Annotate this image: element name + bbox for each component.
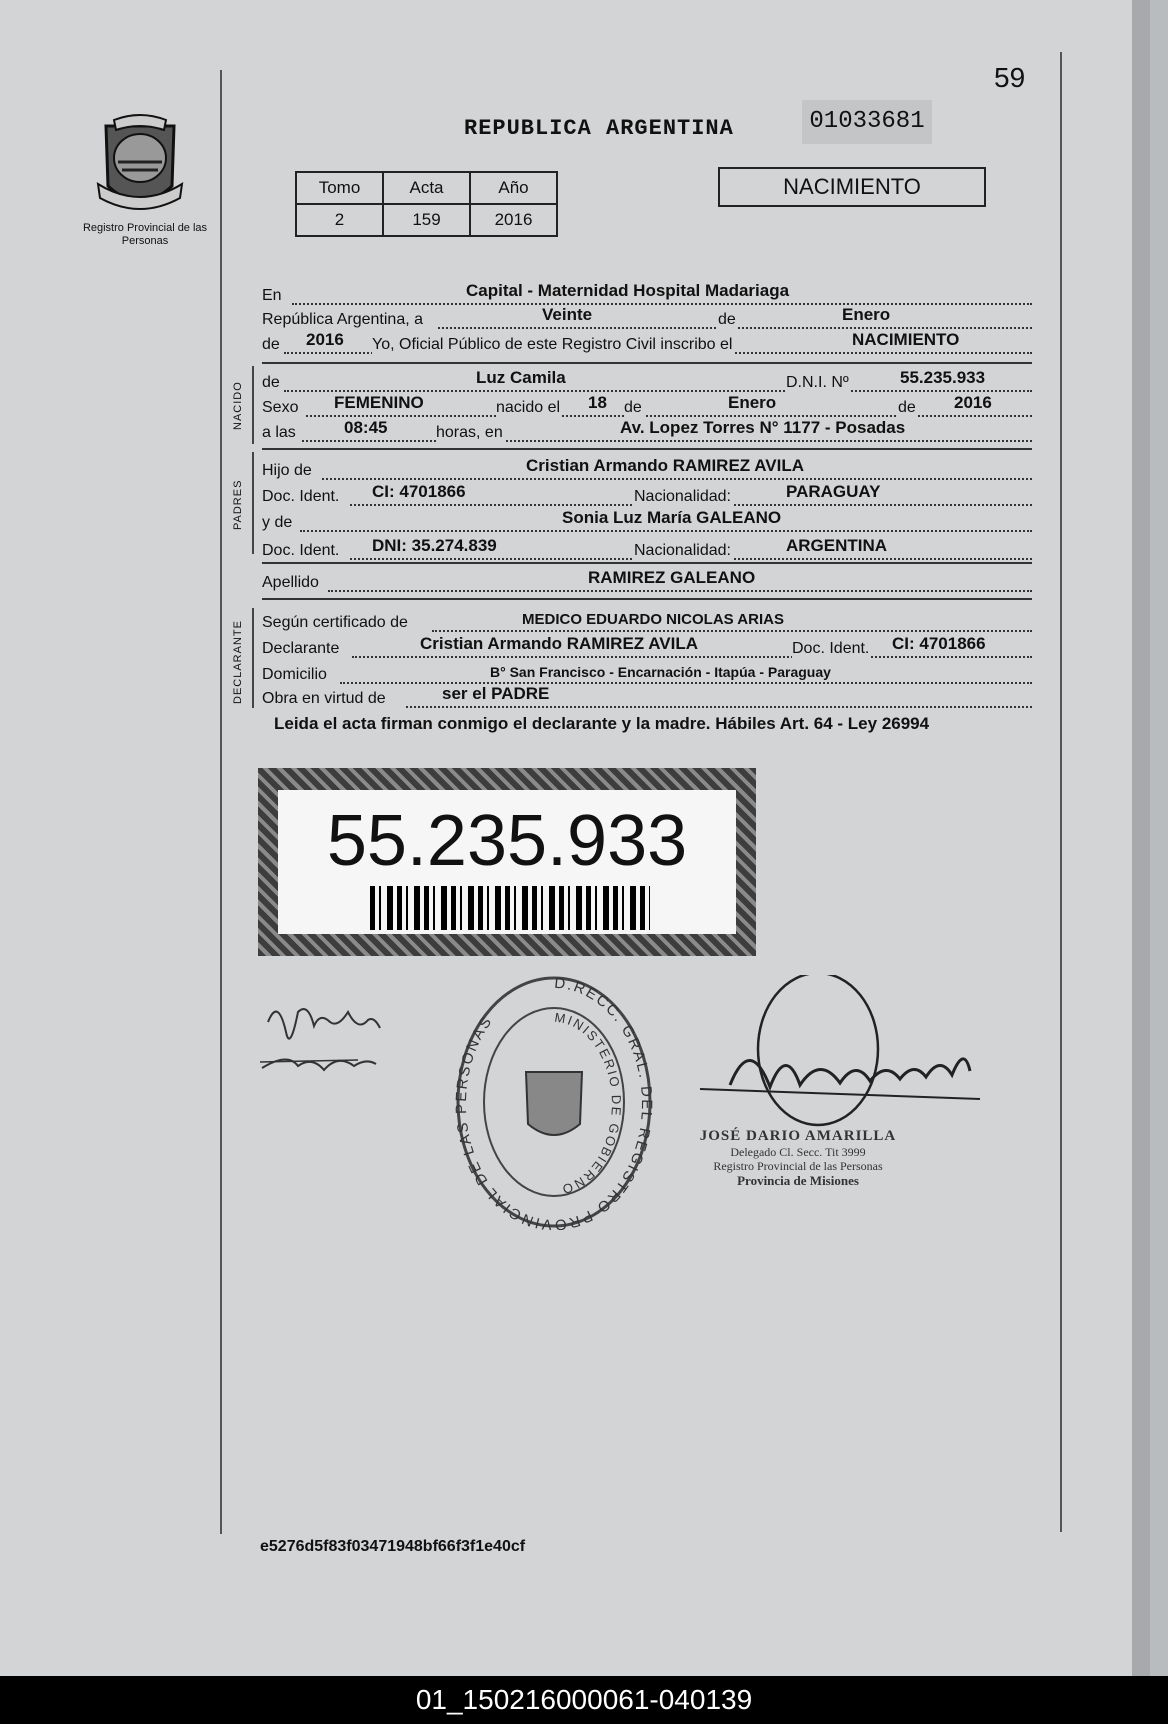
acta-header-cell: Acta — [383, 172, 470, 204]
hijo-label: Hijo de — [262, 462, 312, 479]
apellido-row — [262, 570, 1032, 592]
domicilio-label: Domicilio — [262, 666, 327, 683]
official-name: JOSÉ DARIO AMARILLA — [699, 1128, 897, 1144]
doc-label: Doc. Ident. — [262, 542, 340, 559]
sexo-label: Sexo — [262, 399, 299, 416]
nacido-section-label: NACIDO — [232, 381, 244, 430]
father-name: Cristian Armando RAMIREZ AVILA — [526, 456, 804, 475]
cert-value: MEDICO EDUARDO NICOLAS ARIAS — [522, 611, 784, 628]
stamp-inner-text: MINISTERIO DE GOBIERNO — [553, 1009, 625, 1198]
acta-header-cell: Tomo — [296, 172, 383, 204]
domicilio-value: B° San Francisco - Encarnación - Itapúa - Paraguay — [490, 664, 831, 680]
province-seal-logo — [92, 112, 188, 216]
day-value: Veinte — [542, 305, 593, 324]
padres-row-father — [262, 458, 1032, 480]
mother-name: Sonia Luz María GALEANO — [562, 508, 782, 527]
place-value: Capital - Maternidad Hospital Madariaga — [466, 281, 790, 300]
child-name: Luz Camila — [476, 368, 566, 387]
official-registry: Registro Provincial de las Personas — [713, 1159, 883, 1173]
acta-table — [295, 171, 558, 237]
apellido-value: RAMIREZ GALEANO — [588, 568, 756, 587]
barcode-card — [278, 790, 736, 934]
intro-row-place — [262, 283, 1032, 305]
left-margin-line — [220, 70, 222, 1534]
a-las-label: a las — [262, 424, 296, 441]
father-nationality: PARAGUAY — [786, 482, 881, 501]
document-hash: e5276d5f83f03471948bf66f3f1e40cf — [260, 1538, 526, 1555]
birth-year: 2016 — [954, 393, 992, 412]
declarante-value: Cristian Armando RAMIREZ AVILA — [420, 634, 698, 653]
section-divider — [262, 562, 1032, 564]
declarante-section-label: DECLARANTE — [232, 620, 244, 704]
page-number: 59 — [994, 62, 1026, 93]
obra-value: ser el PADRE — [442, 684, 550, 703]
serial-number: 01033681 — [802, 100, 932, 144]
official-signature-block — [678, 1128, 918, 1189]
official-province: Provincia de Misiones — [737, 1173, 859, 1188]
apellido-label: Apellido — [262, 574, 319, 591]
padres-row-father-doc — [262, 484, 1032, 506]
intro-row-date — [262, 307, 1032, 329]
child-dni: 55.235.933 — [900, 368, 986, 387]
right-margin-line — [1060, 52, 1062, 1532]
file-id-footer: 01_150216000061-040139 — [0, 1676, 1168, 1724]
de-label: de — [262, 336, 280, 353]
intro-row-year — [262, 332, 1032, 354]
declarante-row-cert — [262, 610, 1032, 632]
acta-value-cell: 159 — [383, 204, 470, 236]
barcode-sticker — [258, 768, 756, 956]
nacido-section-bar — [252, 366, 254, 444]
de-label: de — [624, 399, 642, 416]
acta-value-cell: 2016 — [470, 204, 557, 236]
declarante-row-decl — [262, 636, 1032, 658]
birth-location: Av. Lopez Torres N° 1177 - Posadas — [620, 418, 906, 437]
nacionalidad-label: Nacionalidad: — [634, 542, 731, 559]
barcode-bars — [370, 886, 650, 930]
birth-time: 08:45 — [344, 418, 388, 437]
yde-label: y de — [262, 514, 293, 531]
birth-month: Enero — [728, 393, 777, 412]
obra-label: Obra en virtud de — [262, 690, 386, 707]
de-label: de — [898, 399, 916, 416]
acta-value-row — [296, 204, 557, 236]
declarante-row-obra — [262, 686, 1032, 708]
registered-value: NACIMIENTO — [852, 330, 960, 349]
horas-label: horas, en — [436, 424, 503, 441]
barcode-number: 55.235.933 — [326, 801, 688, 881]
stamp-outer-text: D.RECC. GRAL. DEL REGISTRO PROVINCIAL DE LAS PERSONAS — [452, 974, 655, 1230]
birth-day: 18 — [588, 393, 607, 412]
doc-label: Doc. Ident. — [792, 640, 870, 657]
doc-label: Doc. Ident. — [262, 488, 340, 505]
padres-row-mother — [262, 510, 1032, 532]
declarante-section-bar — [252, 608, 254, 708]
page-edge — [1132, 0, 1150, 1676]
year-value: 2016 — [306, 330, 344, 349]
seal-caption: Registro Provincial de las Personas — [82, 222, 208, 247]
republica-label: República Argentina, a — [262, 311, 423, 328]
official-title: Delegado Cl. Secc. Tit 3999 — [730, 1145, 866, 1159]
document-title: REPUBLICA ARGENTINA — [464, 116, 734, 141]
nacido-row-sex — [262, 395, 1032, 417]
de-label: de — [262, 374, 280, 391]
acta-value-cell: 2 — [296, 204, 383, 236]
padres-section-label: PADRES — [232, 479, 244, 530]
padres-section-bar — [252, 452, 254, 554]
nacido-row-name — [262, 370, 1032, 392]
sexo-value: FEMENINO — [334, 393, 424, 412]
declarante-row-dom — [262, 662, 1032, 684]
cert-label: Según certificado de — [262, 614, 408, 631]
mother-nationality: ARGENTINA — [786, 536, 888, 555]
de-label: de — [718, 311, 736, 328]
acta-header-cell: Año — [470, 172, 557, 204]
nacido-row-time — [262, 420, 1032, 442]
nacido-label: nacido el — [496, 399, 561, 416]
padres-row-mother-doc — [262, 538, 1032, 560]
legal-note: Leida el acta firman conmigo el declarante y la madre. Hábiles Art. 64 - Ley 26994 — [274, 714, 930, 733]
officer-signature — [700, 975, 990, 1145]
nacionalidad-label: Nacionalidad: — [634, 488, 731, 505]
declarante-doc: CI: 4701866 — [892, 634, 986, 653]
record-type-box: NACIMIENTO — [718, 167, 986, 207]
section-divider — [262, 598, 1032, 600]
declarant-signature — [258, 992, 388, 1082]
en-label: En — [262, 287, 282, 304]
dni-label: D.N.I. Nº — [786, 374, 849, 391]
intro-text: Yo, Oficial Público de este Registro Civil inscribo el — [372, 336, 733, 353]
mother-doc: DNI: 35.274.839 — [372, 536, 497, 555]
section-divider — [262, 448, 1032, 450]
declarante-label: Declarante — [262, 640, 340, 657]
father-doc: CI: 4701866 — [372, 482, 466, 501]
acta-header-row — [296, 172, 557, 204]
section-divider — [262, 362, 1032, 364]
official-stamp — [452, 974, 656, 1230]
month-value: Enero — [842, 305, 891, 324]
